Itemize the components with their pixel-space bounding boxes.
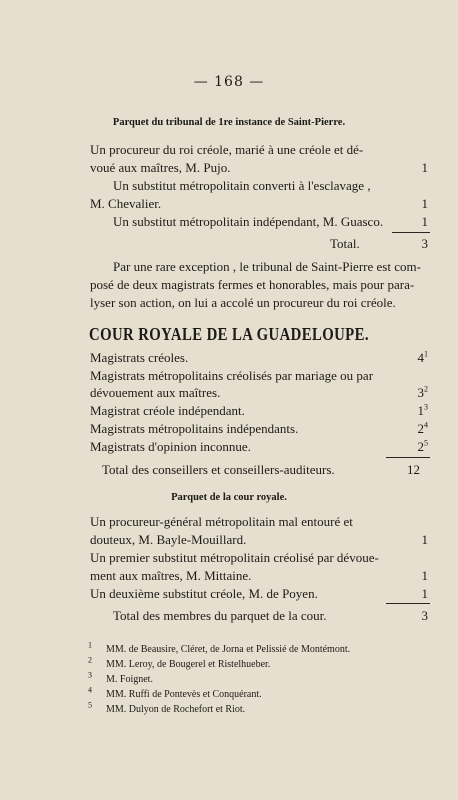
sum-rule xyxy=(386,603,430,604)
count-value: 1 xyxy=(421,568,428,583)
text-line: Un substitut métropolitain indépendant, M. Guasco. xyxy=(113,214,384,229)
total-label: Total des membres du parquet de la cour. xyxy=(113,608,327,623)
count-value: $3^2$ xyxy=(417,384,428,400)
total-label: Total des conseillers et conseillers-auditeurs. xyxy=(102,462,335,477)
count-value: $4^1$ xyxy=(417,349,428,365)
footnote xyxy=(88,685,262,700)
footnote-ref: 3 xyxy=(424,402,428,412)
text-line: voué aux maîtres, M. Pujo. xyxy=(90,160,231,175)
text-line: dévouement aux maîtres. xyxy=(90,385,221,400)
total-value: 3 xyxy=(421,236,428,251)
footnote xyxy=(88,700,246,715)
footnote-text: MM. Leroy, de Bougerel et Ristelhueber. xyxy=(106,659,271,670)
text-line: Magistrat créole indépendant. xyxy=(90,403,245,418)
footnote-ref: 4 xyxy=(424,420,428,430)
total-value: 3 xyxy=(421,608,428,623)
paragraph-line: posé de deux magistrats fermes et honorables, mais pour para- xyxy=(90,277,415,292)
footnote-ref: 1 xyxy=(424,349,428,359)
page-number: — 168 — xyxy=(193,74,265,90)
count-value: 1 xyxy=(421,214,428,229)
footnote-text: MM. de Beausire, Cléret, de Jorna et Pelissié de Montémont. xyxy=(106,644,351,655)
footnote-mark: 2 xyxy=(88,655,92,665)
count-value: 1 xyxy=(421,532,428,547)
footnote-mark: 3 xyxy=(88,670,92,680)
footnote-text: MM. Dulyon de Rochefort et Riot. xyxy=(106,704,246,715)
footnote xyxy=(88,670,153,685)
count-value: 1 xyxy=(421,196,428,211)
text-line: Un procureur-général métropolitain mal entouré et xyxy=(90,514,353,529)
count-value: $2^4$ xyxy=(417,420,428,436)
text-line: Un procureur du roi créole, marié à une créole et dé- xyxy=(90,142,364,157)
footnote-mark: 5 xyxy=(88,700,92,710)
section-title-cour-royale: COUR ROYALE DE LA GUADELOUPE. xyxy=(89,324,369,344)
count-value: 1 xyxy=(421,586,428,601)
text-line: Un deuxième substitut créole, M. de Poyen. xyxy=(90,586,318,601)
paragraph-line: Par une rare exception , le tribunal de Saint-Pierre est com- xyxy=(113,259,421,274)
footnote-ref: 5 xyxy=(424,438,428,448)
count-value: $1^3$ xyxy=(417,402,428,418)
sum-rule xyxy=(392,232,430,233)
section-heading-saint-pierre: Parquet du tribunal de 1re instance de Saint-Pierre. xyxy=(112,117,346,128)
text-line: Magistrats métropolitains créolisés par mariage ou par xyxy=(90,368,374,383)
section-heading-parquet-cour: Parquet de la cour royale. xyxy=(171,492,287,503)
text-line: douteux, M. Bayle-Mouillard. xyxy=(90,532,247,547)
footnote-mark: 1 xyxy=(88,640,92,650)
total-value: 12 xyxy=(407,462,420,477)
text-line: Magistrats métropolitains indépendants. xyxy=(90,421,299,436)
paragraph-line: lyser son action, on lui a accolé un procureur du roi créole. xyxy=(90,295,396,310)
text-line: ment aux maîtres, M. Mittaine. xyxy=(90,568,252,583)
total-label: Total. xyxy=(330,236,360,251)
text-line: Magistrats d'opinion inconnue. xyxy=(90,439,251,454)
count-value: $2^5$ xyxy=(417,438,428,454)
footnote xyxy=(88,655,271,670)
text-line: Un substitut métropolitain converti à l'esclavage , xyxy=(113,178,371,193)
footnote xyxy=(88,640,351,655)
text-line: Magistrats créoles. xyxy=(90,350,189,365)
text-line: M. Chevalier. xyxy=(90,196,162,211)
footnote-text: MM. Ruffi de Pontevès et Conquérant. xyxy=(106,689,262,700)
footnote-ref: 2 xyxy=(424,384,428,394)
footnote-mark: 4 xyxy=(88,685,92,695)
text-line: Un premier substitut métropolitain créolisé par dévoue- xyxy=(90,550,379,565)
count-value: 1 xyxy=(421,160,428,175)
footnote-text: M. Foignet. xyxy=(106,674,153,685)
sum-rule xyxy=(386,457,430,458)
